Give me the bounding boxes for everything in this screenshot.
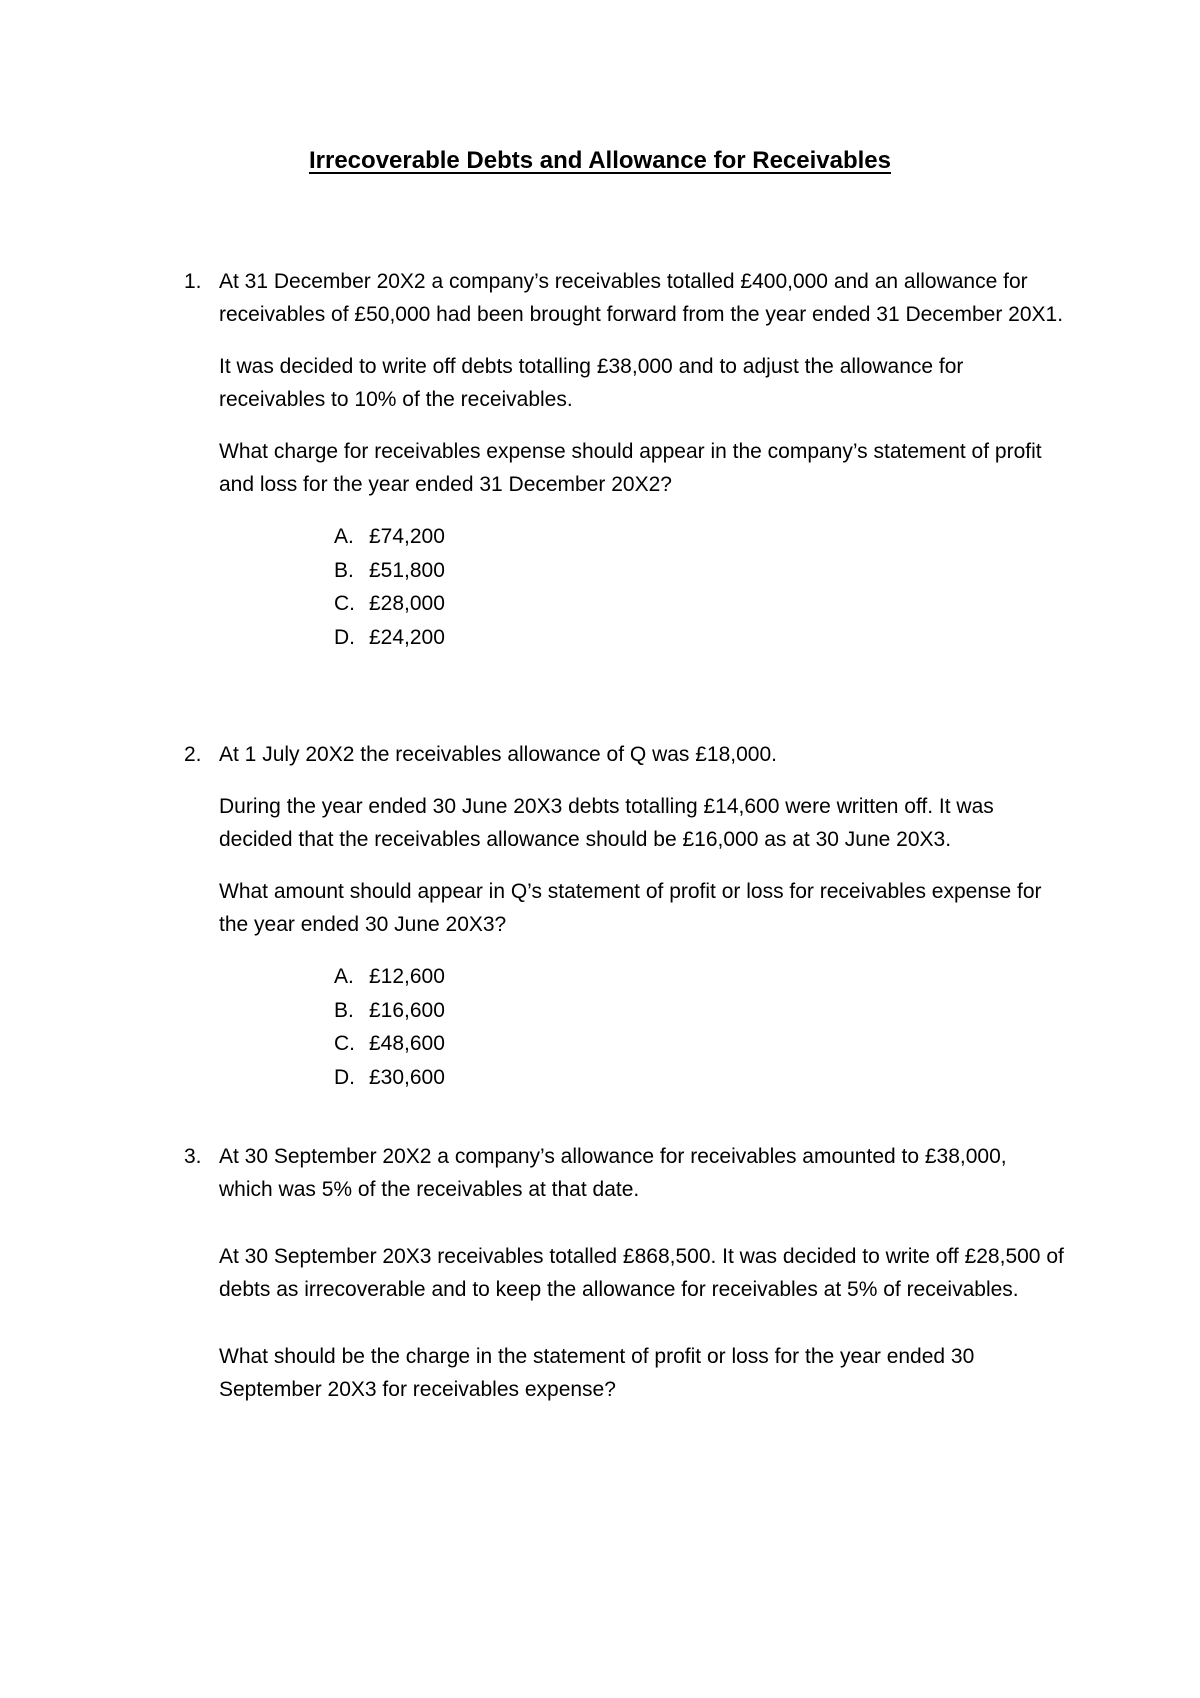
question-2 xyxy=(184,738,1064,1094)
option-letter: A. xyxy=(334,525,354,548)
question-number: 3. xyxy=(184,1145,202,1168)
answer-option-a xyxy=(334,960,1064,994)
option-text: £24,200 xyxy=(369,625,445,649)
option-text: £48,600 xyxy=(369,1032,445,1056)
question-paragraph: It was decided to write off debts totalling £38,000 and to adjust the allowance for receivables to 10% of the receivables. xyxy=(219,355,964,411)
answer-option-d xyxy=(334,1061,1064,1095)
document-title: Irrecoverable Debts and Allowance for Receivables xyxy=(308,147,891,174)
answer-option-c xyxy=(334,587,1064,621)
answer-option-c xyxy=(334,1027,1064,1061)
question-paragraph: At 1 July 20X2 the receivables allowance of Q was £18,000. xyxy=(219,743,777,766)
question-paragraph: What should be the charge in the statement of profit or loss for the year ended 30 September 20X3 for receivables expense? xyxy=(219,1345,975,1401)
question-paragraph: At 30 September 20X3 receivables totalled £868,500. It was decided to write off £28,500 of debts as irrecoverable and to keep the allowance for receivables at 5% of receivables. xyxy=(219,1245,1064,1301)
option-letter: C. xyxy=(334,592,355,616)
option-text: £51,800 xyxy=(369,558,445,582)
option-letter: A. xyxy=(334,965,354,988)
question-3 xyxy=(184,1140,1064,1440)
option-text: £30,600 xyxy=(369,1065,445,1089)
answer-options xyxy=(334,960,1064,1094)
answer-option-b xyxy=(334,554,1064,588)
option-letter: C. xyxy=(334,1032,355,1056)
answer-option-d xyxy=(334,621,1064,655)
question-number: 1. xyxy=(184,270,202,293)
option-text: £74,200 xyxy=(369,525,445,548)
question-paragraph: At 31 December 20X2 a company’s receivables totalled £400,000 and an allowance for receivables of £50,000 had been brought forward from the year ended 31 December 20X1. xyxy=(219,270,1064,326)
option-text: £16,600 xyxy=(369,998,445,1022)
option-letter: D. xyxy=(334,625,355,649)
question-number: 2. xyxy=(184,743,202,766)
option-letter: B. xyxy=(334,558,354,582)
option-text: £28,000 xyxy=(369,592,445,616)
option-letter: D. xyxy=(334,1065,355,1089)
question-1 xyxy=(184,265,1064,654)
question-paragraph: What amount should appear in Q’s statement of profit or loss for receivables expense for the year ended 30 June 20X3? xyxy=(219,880,1042,936)
answer-option-b xyxy=(334,994,1064,1028)
question-paragraph: What charge for receivables expense should appear in the company’s statement of profit and loss for the year ended 31 December 20X2? xyxy=(219,440,1042,496)
answer-option-a xyxy=(334,520,1064,554)
option-letter: B. xyxy=(334,998,354,1022)
option-text: £12,600 xyxy=(369,965,445,988)
question-paragraph: At 30 September 20X2 a company’s allowance for receivables amounted to £38,000, which was 5% of the receivables at that date. xyxy=(219,1145,1007,1201)
answer-options xyxy=(334,520,1064,654)
question-paragraph: During the year ended 30 June 20X3 debts totalling £14,600 were written off. It was decided that the receivables allowance should be £16,000 as at 30 June 20X3. xyxy=(219,795,994,851)
